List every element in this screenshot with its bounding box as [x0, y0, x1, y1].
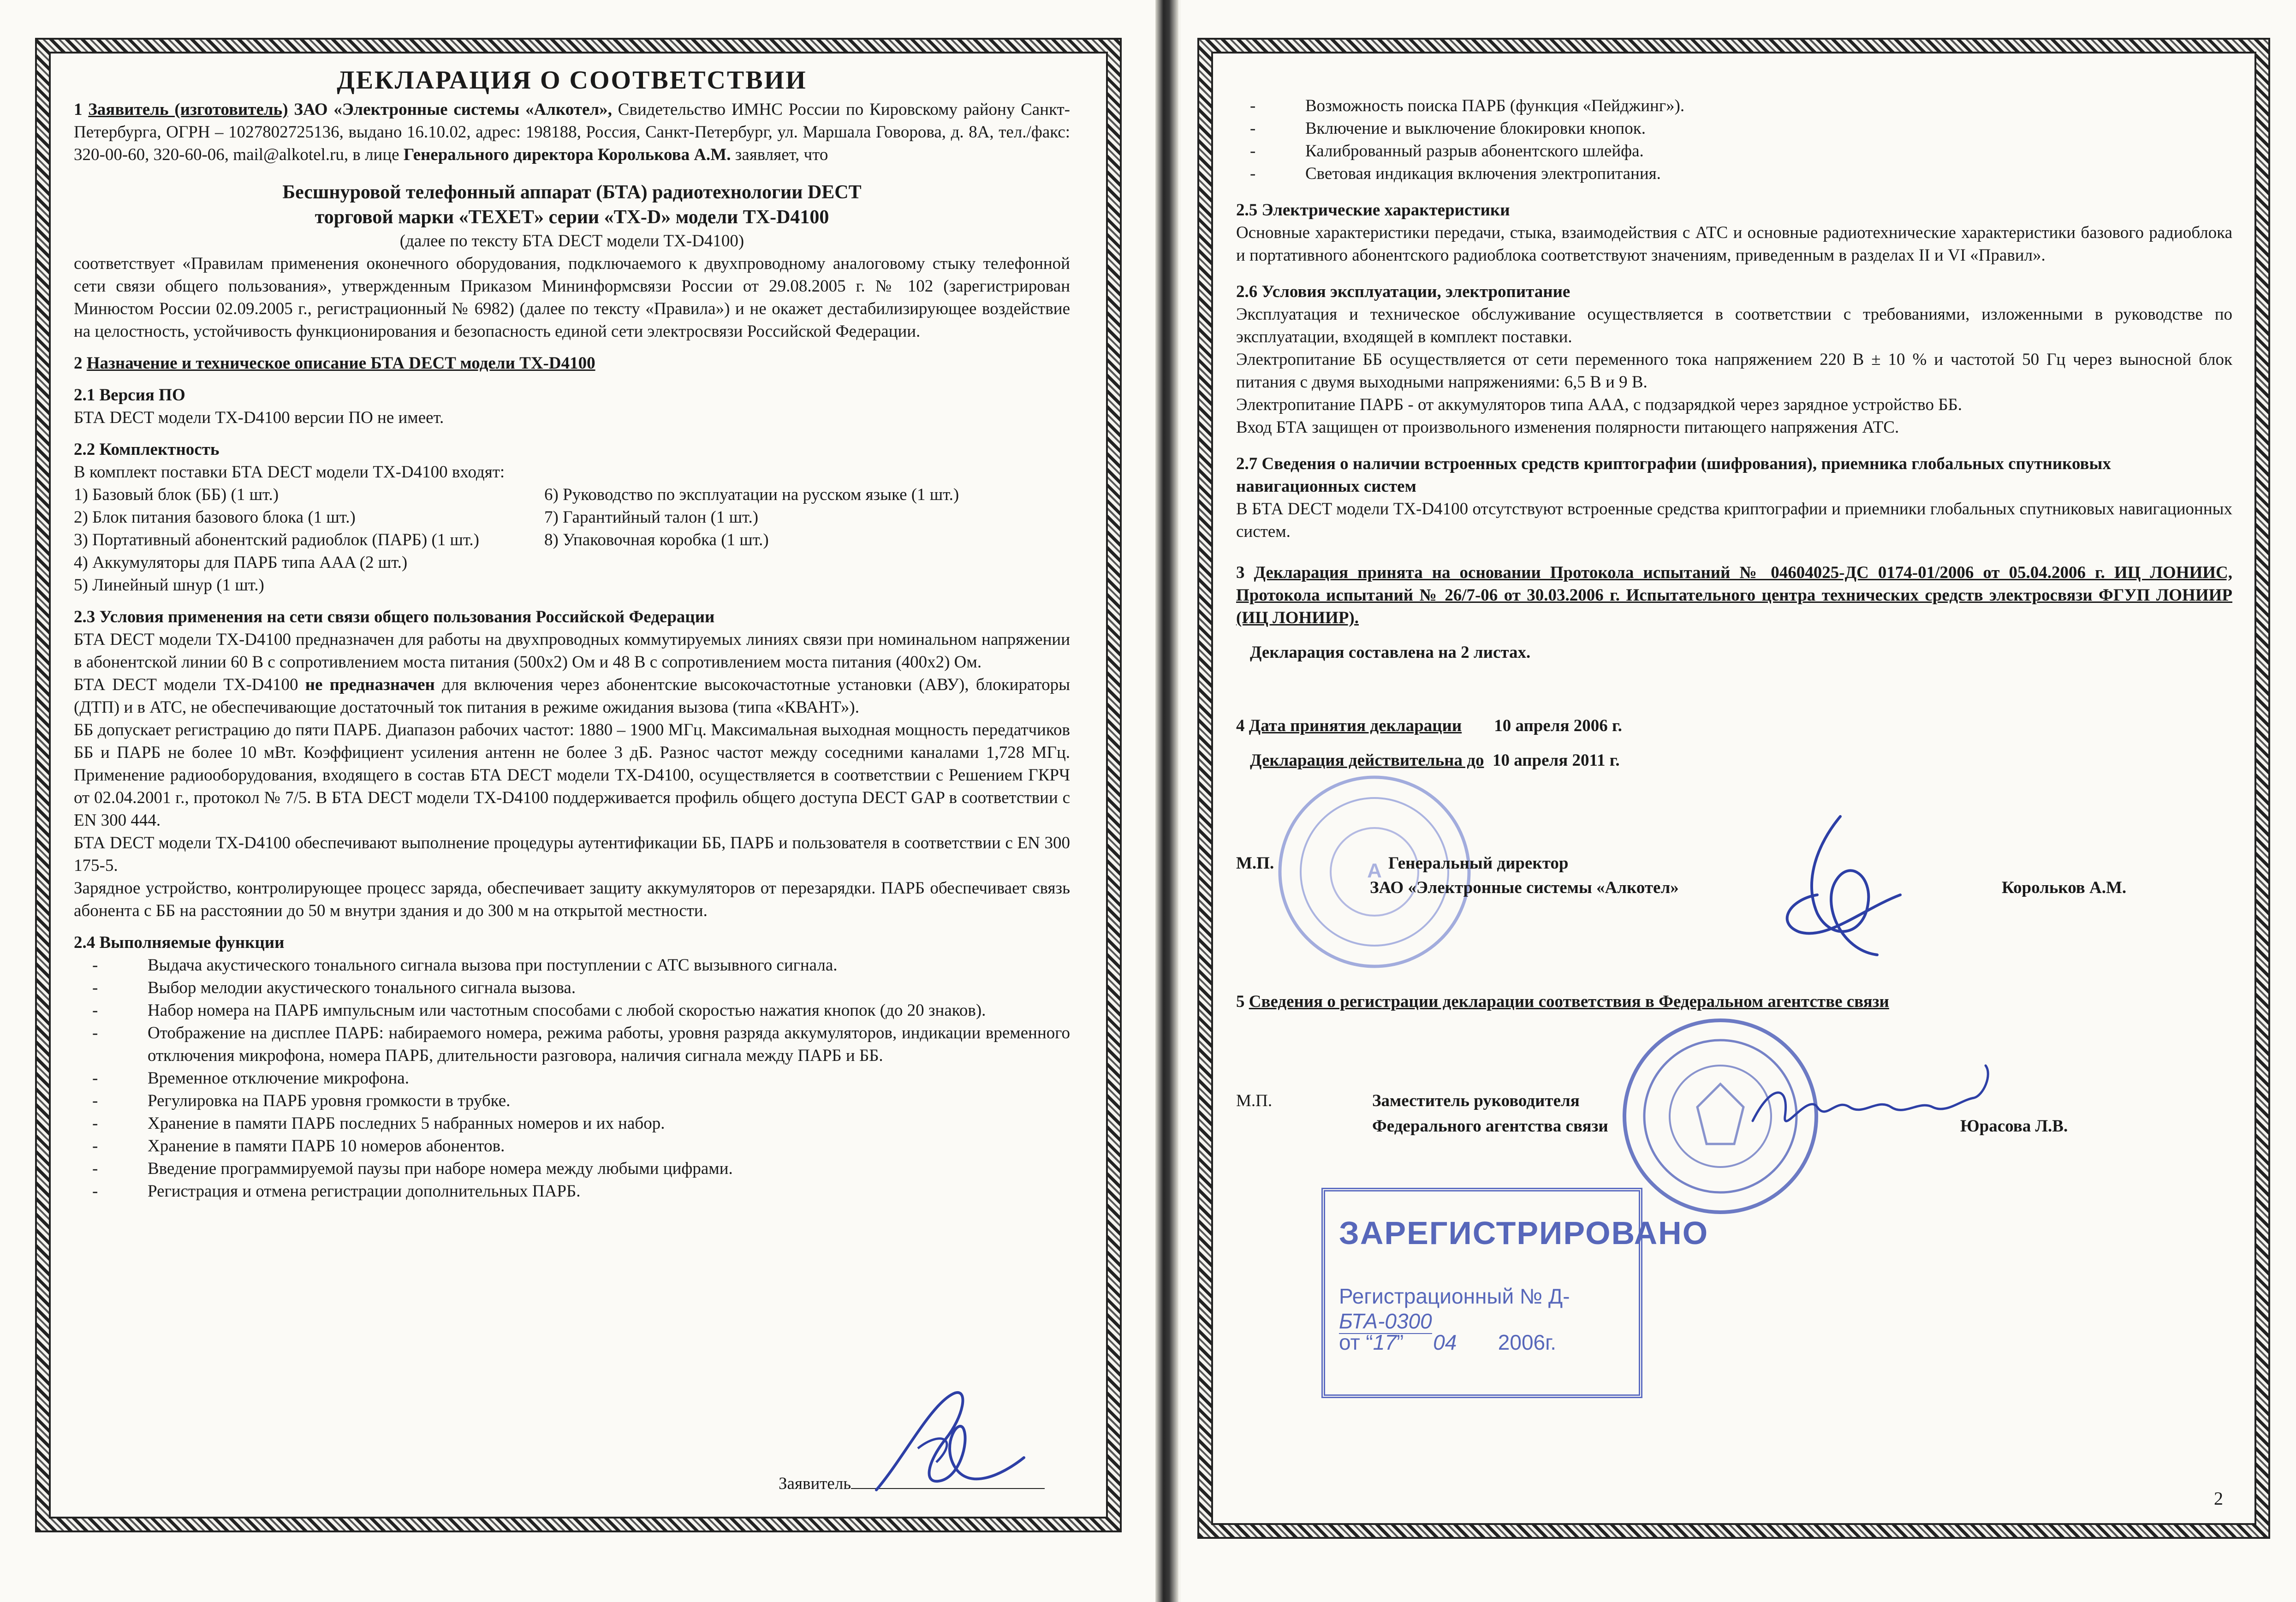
page-1-content [74, 66, 1070, 1203]
sheets-count: Декларация составлена на 2 листах. [1250, 643, 1531, 662]
registration-day: 17 [1373, 1330, 1397, 1354]
list-item: - Хранение в памяти ПАРБ последних 5 набранных номеров и их набор. [148, 1112, 1070, 1135]
applicant-label: Заявитель (изготовитель) [88, 100, 288, 119]
section-4 [1236, 715, 2232, 737]
applicant-details: Свидетельство ИМНС России по Кировскому району Санкт-Петербурга, ОГРН – 1027802725136, выдано 16.10.02, адрес: 198188, Россия, Санкт-Петербург, ул. Маршала Говорова, д. 8А, тел./факс: 320-00-60, 320-60-06, mail@alkotel.ru, в лице [74, 100, 1070, 164]
section-2-3-para: БТА DECT модели TX-D4100 обеспечивают выполнение процедуры аутентификации ББ, ПАРБ и пользователя в соответствии с EN 300 175-5. [74, 834, 1070, 875]
functions-list [74, 954, 1070, 1203]
kit-item: 1) Базовый блок (ББ) (1 шт.) [74, 485, 279, 504]
section-number: 4 [1236, 716, 1249, 735]
section-2-7-text: В БТА DECT модели TX-D4100 отсутствуют встроенные средства криптографии и приемники глобальных спутниковых навигационных систем. [1236, 500, 2232, 541]
kit-item: 3) Портативный абонентский радиоблок (ПАРБ) (1 шт.) [74, 530, 480, 549]
section-2-6-para: Эксплуатация и техническое обслуживание осуществляется в соответствии с требованиями, изложенными в руководстве по эксплуатации, входящей в комплект поставки. [1236, 305, 2232, 346]
section-number: 5 [1236, 992, 1249, 1011]
kit-item: 2) Блок питания базового блока (1 шт.) [74, 508, 356, 527]
kit-item: 5) Линейный шнур (1 шт.) [74, 576, 264, 595]
section-2-heading [74, 352, 1070, 375]
product-title-line1: Бесшнуровой телефонный аппарат (БТА) радиотехнологии DECT [282, 182, 862, 203]
list-item: - Регистрация и отмена регистрации дополнительных ПАРБ. [148, 1180, 1070, 1203]
document-title: ДЕКЛАРАЦИЯ О СООТВЕТСТВИИ [337, 66, 807, 95]
registration-stamp-title: ЗАРЕГИСТРИРОВАНО [1339, 1215, 1709, 1251]
product-title-line2: торговой марки «TEXET» серии «TX-D» модели TX-D4100 [315, 207, 829, 228]
list-item: - Возможность поиска ПАРБ (функция «Пейджинг»). [1305, 95, 2232, 117]
year-suffix: г. [1545, 1330, 1557, 1354]
section-2-6-para: Электропитание ББ осуществляется от сети переменного тока напряжением 220 В ± 10 % и частотой 50 Гц через выносной блок питания с двумя выходными напряжениями: 6,5 В и 9 В. [1236, 350, 2232, 392]
list-item: - Хранение в памяти ПАРБ 10 номеров абонентов. [148, 1135, 1070, 1157]
list-item: - Калиброванный разрыв абонентского шлейфа. [1305, 140, 2232, 162]
section-2-5-heading: 2.5 Электрические характеристики [1236, 201, 1510, 220]
kit-list [74, 483, 1070, 596]
mp-label-1: М.П. [1236, 854, 1274, 873]
product-title-line3: (далее по тексту БТА DECT модели TX-D4100) [399, 232, 744, 250]
section-2-3-para: Зарядное устройство, контролирующее процесс заряда, обеспечивает защиту аккумуляторов от перезарядки. ПАРБ обеспечивает связь абонента с ББ на расстоянии до 50 м внутри здания и до 300 м на открытой местности. [74, 879, 1070, 920]
general-director-name: Корольков А.М. [2002, 878, 2127, 897]
section-2-6-para: Вход БТА защищен от произвольного изменения полярности питающего напряжения АТС. [1236, 418, 1899, 437]
list-item: - Набор номера на ПАРБ импульсным или частотным способами с любой скоростью нажатия кнопок (до 20 знаков). [148, 999, 1070, 1022]
validity [1250, 749, 2232, 772]
section-number: 1 [74, 100, 89, 119]
section-3 [1236, 561, 2232, 629]
registration-year: 2006 [1498, 1330, 1546, 1354]
adoption-date: 10 апреля 2006 г. [1494, 716, 1622, 735]
page-2-content [1236, 95, 2232, 772]
signature-label: Заявитель [779, 1474, 851, 1493]
section-2-2-heading: 2.2 Комплектность [74, 440, 220, 459]
section-2-3-para: БТА DECT модели TX-D4100 предназначен для работы на двухпроводных коммутируемых линиях связи при номинальном напряжении в абонентской линии 60 В с сопротивлением моста питания (500х2) Ом и 48 В с сопротивлением моста питания (400х2) Ом. [74, 630, 1070, 672]
applicant-company: ЗАО «Электронные системы «Алкотел», [288, 100, 612, 119]
kit-item: 4) Аккумуляторы для ПАРБ типа AAA (2 шт.) [74, 553, 408, 572]
list-item: - Введение программируемой паузы при наборе номера между любыми цифрами. [148, 1157, 1070, 1180]
director-signature [1762, 803, 1928, 969]
section-5 [1236, 992, 1889, 1012]
section-2-1-heading: 2.1 Версия ПО [74, 386, 185, 405]
section-number: 2 [74, 354, 87, 373]
general-director-company: ЗАО «Электронные системы «Алкотел» [1370, 878, 1679, 897]
page-number: 2 [2214, 1488, 2223, 1509]
list-item: - Регулировка на ПАРБ уровня громкости в трубке. [148, 1090, 1070, 1112]
kit-item [544, 551, 1070, 574]
list-item: - Световая индикация включения электропитания. [1305, 162, 2232, 185]
text-run: БТА DECT модели TX-D4100 [74, 675, 305, 694]
section-2-2-intro: В комплект поставки БТА DECT модели TX-D4100 входят: [74, 463, 505, 482]
kit-item [544, 574, 1070, 596]
general-director-title: Генеральный директор [1388, 854, 1569, 873]
deputy-agency: Федерального агентства связи [1372, 1117, 1608, 1136]
page-fold [1155, 0, 1178, 1602]
applicant-director: Генерального директора Королькова А.М. [403, 145, 731, 164]
emphasis: не предназначен [305, 675, 435, 694]
section-number: 3 [1236, 563, 1254, 582]
section-2-7-heading: 2.7 Сведения о наличии встроенных средств криптографии (шифрования), приемника глобальных спутниковых навигационных систем [1236, 454, 2111, 496]
section-2-4-heading: 2.4 Выполняемые функции [74, 933, 285, 952]
registration-stamp [1321, 1188, 1709, 1398]
kit-item: 8) Упаковочная коробка (1 шт.) [544, 530, 769, 549]
deputy-title: Заместитель руководителя [1372, 1091, 1580, 1110]
deputy-name: Юрасова Л.В. [1960, 1117, 2068, 1136]
section-2-6-heading: 2.6 Условия эксплуатации, электропитание [1236, 282, 1570, 301]
registration-number-label: Регистрационный № Д- [1339, 1284, 1570, 1308]
kit-item: 7) Гарантийный талон (1 шт.) [544, 508, 759, 527]
functions-list-continued [1231, 95, 2232, 185]
list-item: - Отображение на дисплее ПАРБ: набираемого номера, режима работы, уровня разряда аккумуляторов, индикации временного отключения микрофона, номера ПАРБ, длительности разговора, наличия сигнала между ПАРБ и ББ. [148, 1022, 1070, 1067]
registration-number: БТА-0300 [1339, 1309, 1432, 1333]
list-item: - Включение и выключение блокировки кнопок. [1305, 117, 2232, 140]
section-2-5-text: Основные характеристики передачи, стыка, взаимодействия с АТС и основные радиотехнические характеристики базового радиоблока и портативного абонентского радиоблока соответствуют значениям, приведенным в разделах II и VI «Правил». [1236, 223, 2232, 265]
validity-date: 10 апреля 2011 г. [1492, 751, 1620, 770]
list-item: - Временное отключение микрофона. [148, 1067, 1070, 1090]
validity-label: Декларация действительна до [1250, 751, 1484, 770]
section-2-3-heading: 2.3 Условия применения на сети связи общего пользования Российской Федерации [74, 607, 715, 626]
section-2-title: Назначение и техническое описание БТА DECT модели TX-D4100 [86, 354, 595, 373]
applicant-statement: заявляет, что [731, 145, 828, 164]
section-3-text: Декларация принята на основании Протокола испытаний № 04604025-ДС 0174-01/2006 от 05.04.2006 г. ИЦ ЛОНИИС, Протокола испытаний № 26/7-06 от 30.03.2006 г. Испытательного центра технических средств электросвязи ФГУП ЛОНИИР (ИЦ ЛОНИИР). [1236, 563, 2233, 627]
date-prefix: от “ [1339, 1330, 1373, 1354]
list-item: - Выбор мелодии акустического тонального сигнала вызова. [148, 977, 1070, 999]
adoption-date-label: Дата принятия декларации [1249, 716, 1462, 735]
mp-label-2: М.П. [1236, 1091, 1273, 1110]
section-2-3-para: ББ допускает регистрацию до пяти ПАРБ. Диапазон рабочих частот: 1880 – 1900 МГц. Максимальная выходная мощность передатчиков ББ и ПАРБ не более 10 мВт. Коэффициент усиления антенн не более 3 дБ. Разнос частот между соседними каналами 1,728 МГц. Применение радиооборудования, входящего в состав БТА DECT модели TX-D4100, осуществляется в соответствии с Решением ГКРЧ от 02.04.2001 г., протокол № 7/5. В БТА DECT модели TX-D4100 поддерживается профиль общего доступа DECT GAP в соответствии с EN 300 444. [74, 721, 1070, 830]
kit-item: 6) Руководство по эксплуатации на русском языке (1 шт.) [544, 485, 959, 504]
applicant-signature [849, 1375, 1042, 1508]
registration-number-row [1339, 1284, 1639, 1334]
section-2-1-text: БТА DECT модели TX-D4100 версии ПО не имеет. [74, 408, 444, 427]
conformity-paragraph: соответствует «Правилам применения оконечного оборудования, подключаемого к двухпроводному аналоговому стыку телефонной сети связи общего пользования», утвержденным Приказом Мининформсвязи России от 29.08.2005 г. № 102 (зарегистрирован Минюстом России 02.09.2005 г., регистрационный № 6982) (далее по тексту «Правила») и не окажет дестабилизирующее воздействие на целостность, устойчивость функционирования и безопасность единой сети электросвязи Российской Федерации. [74, 254, 1070, 341]
registration-month: 04 [1433, 1330, 1457, 1354]
section-2-6-para: Электропитание ПАРБ - от аккумуляторов типа AAA, с подзарядкой через зарядное устройство ББ. [1236, 395, 1962, 414]
section-2-3-para [74, 673, 1070, 719]
list-item: - Выдача акустического тонального сигнала вызова при поступлении с АТС вызывного сигнала. [148, 954, 1070, 977]
svg-text:A: A [1367, 859, 1382, 882]
registration-date-row: от “17” 04 2006г. [1339, 1330, 1557, 1354]
deputy-signature [1743, 1056, 2002, 1149]
text-run: для включения через абонентские высокочастотные установки (АВУ), блокираторы (ДТП) и в АТС, не обеспечивающие достаточный ток питания в режиме ожидания вызова (типа «КВАНТ»). [74, 675, 1070, 717]
section-5-text: Сведения о регистрации декларации соответствия в Федеральном агентстве связи [1249, 992, 1889, 1011]
applicant-paragraph [74, 98, 1070, 166]
